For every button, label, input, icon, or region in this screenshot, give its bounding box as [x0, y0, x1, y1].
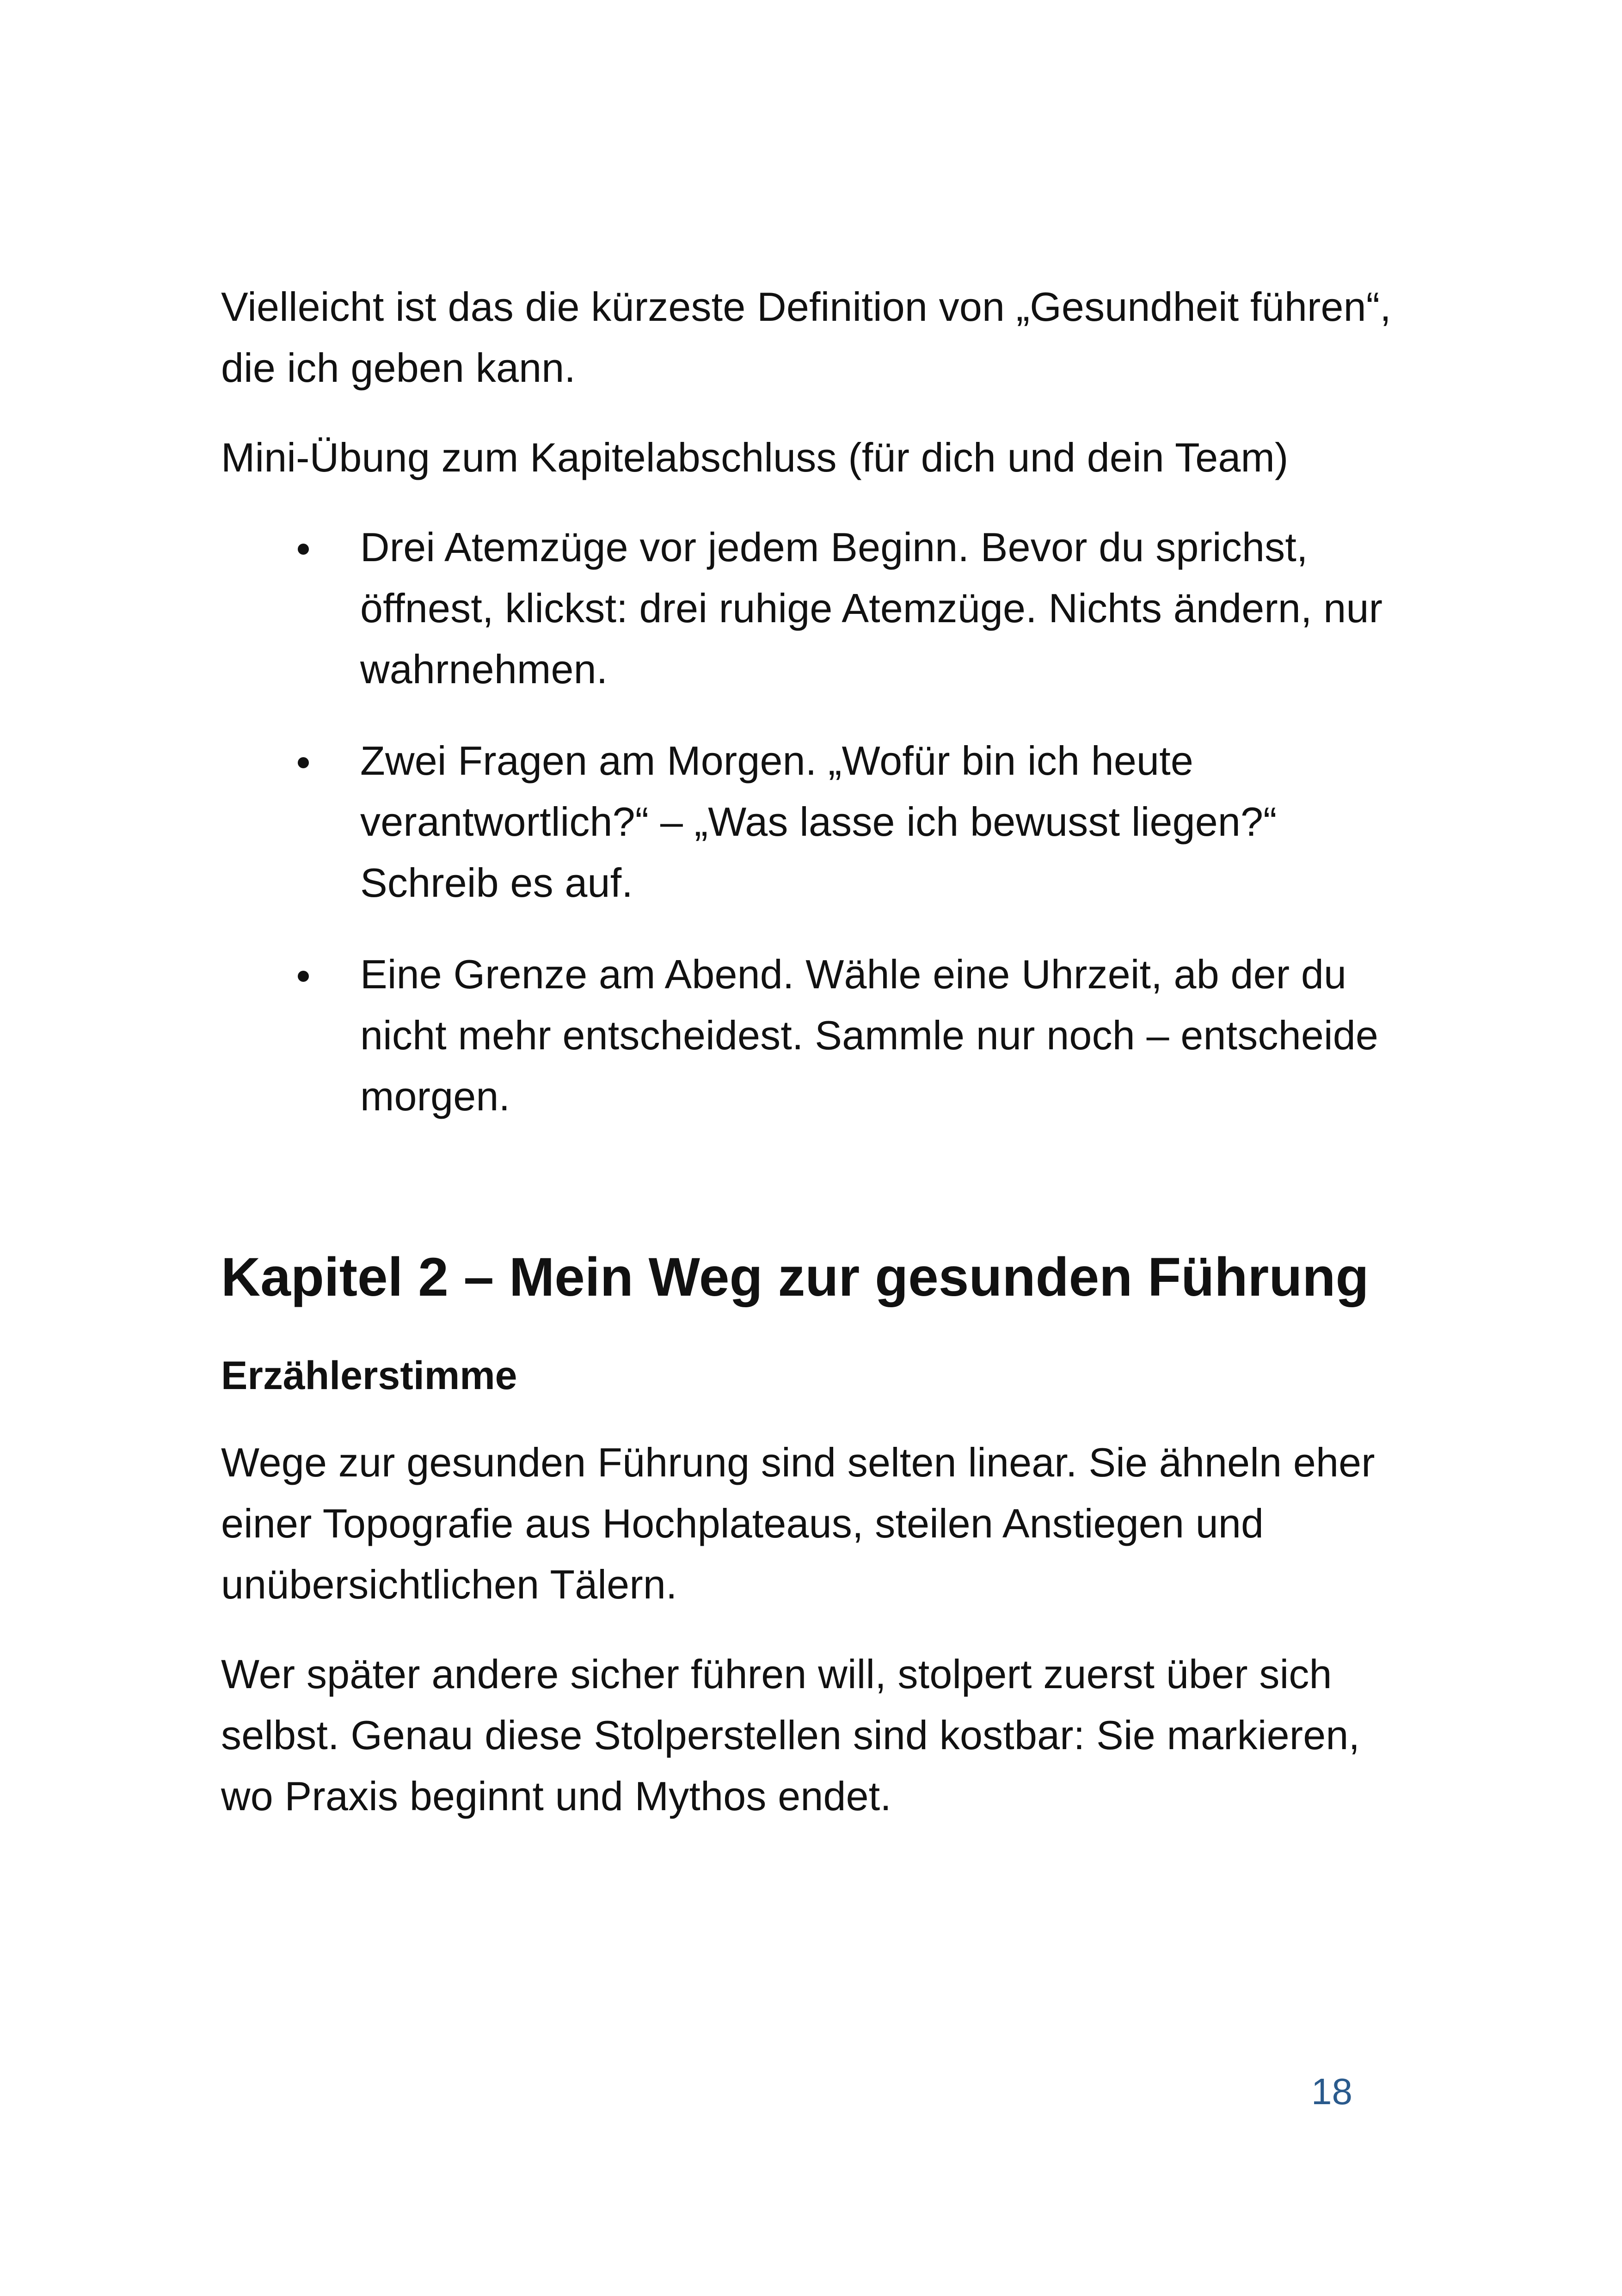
- list-item: [221, 944, 1423, 1127]
- chapter-subtitle: Erzählerstimme: [221, 1353, 517, 1398]
- page-number: 18: [1311, 2071, 1352, 2112]
- bullet-icon: [298, 544, 309, 555]
- body-paragraph-1: Wege zur gesunden Führung sind selten linear. Sie ähneln eher einer Topografie aus Hochplateaus, steilen Anstiegen und unübersichtlichen Tälern.: [221, 1439, 1375, 1607]
- list-item-text: Drei Atemzüge vor jedem Beginn. Bevor du sprichst, öffnest, klickst: drei ruhige Atemzüge. Nichts ändern, nur wahrnehmen.: [360, 524, 1383, 692]
- list-item-text: Zwei Fragen am Morgen. „Wofür bin ich heute verantwortlich?“ – „Was lasse ich bewusst liegen?“ Schreib es auf.: [360, 738, 1277, 906]
- bullet-icon: [298, 757, 309, 768]
- chapter-title: Kapitel 2 – Mein Weg zur gesunden Führung: [221, 1247, 1369, 1308]
- mini-exercise-heading: Mini-Übung zum Kapitelabschluss (für dich und dein Team): [221, 435, 1289, 480]
- intro-paragraph: Vielleicht ist das die kürzeste Definition von „Gesundheit führen“, die ich geben kann.: [221, 284, 1391, 391]
- list-item: [221, 730, 1423, 913]
- body-paragraph-2: Wer später andere sicher führen will, stolpert zuerst über sich selbst. Genau diese Stolperstellen sind kostbar: Sie markieren, wo Praxis beginnt und Mythos endet.: [221, 1651, 1360, 1819]
- list-item: [221, 517, 1423, 700]
- exercise-list: [221, 517, 1423, 1127]
- page-content: [221, 276, 1423, 1827]
- list-item-text: Eine Grenze am Abend. Wähle eine Uhrzeit, ab der du nicht mehr entscheidest. Sammle nur noch – entscheide morgen.: [360, 951, 1379, 1119]
- bullet-icon: [298, 971, 309, 982]
